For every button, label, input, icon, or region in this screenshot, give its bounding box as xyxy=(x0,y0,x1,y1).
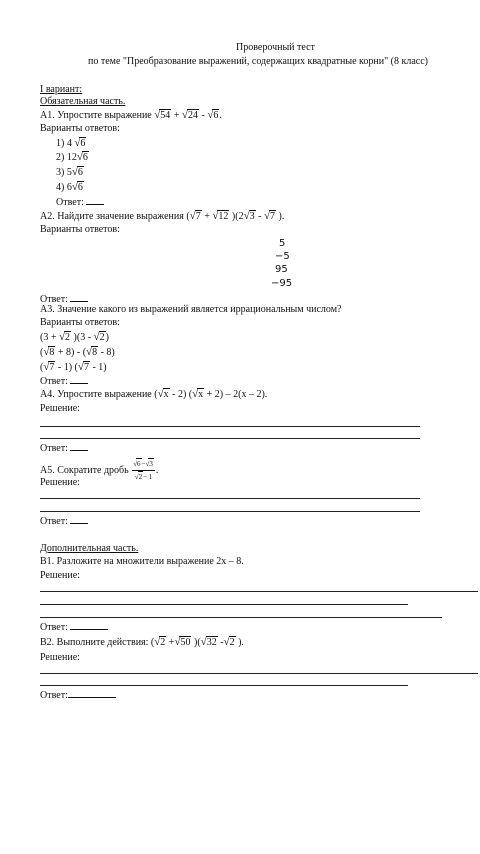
b1-answer-line-1[interactable] xyxy=(40,591,478,592)
a3-answer[interactable]: Ответ: xyxy=(40,375,88,388)
test-subtitle: по теме "Преобразование выражений, содержащих квадратные корни" (8 класс) xyxy=(88,56,428,67)
a1-option-1: 1) 4 √6 xyxy=(56,137,86,149)
a3-option-1: (3 + √2 )(3 - √2) xyxy=(40,331,109,343)
a5-solution-label: Решение: xyxy=(40,477,80,488)
a2-option-1: 5 xyxy=(279,238,286,249)
additional-heading: Дополнительная часть. xyxy=(40,543,139,554)
a5-answer[interactable]: Ответ: xyxy=(40,515,88,528)
a1-answer[interactable]: Ответ: xyxy=(56,196,104,209)
a1-option-2: 2) 12√6 xyxy=(56,151,88,163)
a4-solution-label: Решение: xyxy=(40,403,80,414)
variant-label: I вариант: xyxy=(40,84,83,95)
b2-answer[interactable]: Ответ: xyxy=(40,689,116,702)
b1-answer-line-3[interactable] xyxy=(40,617,442,618)
a2-option-3: 95 xyxy=(275,264,288,275)
a3-option-3: (√7 - 1) (√7 - 1) xyxy=(40,361,107,373)
question-a2: А2. Найдите значение выражения (√7 + √12 )(2√3 - √7 ). xyxy=(40,210,285,222)
mandatory-heading: Обязательная часть. xyxy=(40,96,126,107)
a2-option-2: −5 xyxy=(275,251,290,262)
a2-answer[interactable]: Ответ: xyxy=(40,293,88,306)
question-a3: А3. Значение какого из выражений является иррациональным числом? xyxy=(40,304,342,315)
a4-answer[interactable]: Ответ: xyxy=(40,442,88,455)
b1-solution-label: Решение: xyxy=(40,570,80,581)
b2-answer-line-1[interactable] xyxy=(40,673,478,674)
a2-options-label: Варианты ответов: xyxy=(40,224,120,235)
question-a1: А1. Упростите выражение √54 + √24 - √6. xyxy=(40,109,222,121)
a5-answer-line-1[interactable] xyxy=(40,498,420,499)
a5-answer-line-2[interactable] xyxy=(40,511,420,512)
a3-option-2: (√8 + 8) - (√8 - 8) xyxy=(40,346,115,358)
a1-option-4: 4) 6√6 xyxy=(56,181,83,193)
b1-answer[interactable]: Ответ: xyxy=(40,621,108,634)
b1-answer-line-2[interactable] xyxy=(40,604,408,605)
question-b2: В2. Выполните действия: (√2 +√50 )(√32 -√2 ). xyxy=(40,636,244,648)
a1-option-3: 3) 5√6 xyxy=(56,166,83,178)
question-b1: В1. Разложите на множители выражение 2х – 8. xyxy=(40,556,244,567)
question-a5: А5. Сократите дробь $\frac{√6-√3}{√2- 1}$ . xyxy=(40,460,159,481)
a4-answer-line-1[interactable] xyxy=(40,426,420,427)
test-title: Проверочный тест xyxy=(236,42,315,53)
a1-options-label: Варианты ответов: xyxy=(40,123,120,134)
a3-options-label: Варианты ответов: xyxy=(40,317,120,328)
a2-option-4: −95 xyxy=(271,278,293,289)
b2-solution-label: Решение: xyxy=(40,652,80,663)
a4-answer-line-2[interactable] xyxy=(40,438,420,439)
a5-fraction: $\frac{√6-√3}{√2- 1}$ xyxy=(133,460,153,481)
question-a4: А4. Упростите выражение (√x - 2) (√x + 2) – 2(x – 2). xyxy=(40,388,268,400)
b2-answer-line-2[interactable] xyxy=(40,685,408,686)
